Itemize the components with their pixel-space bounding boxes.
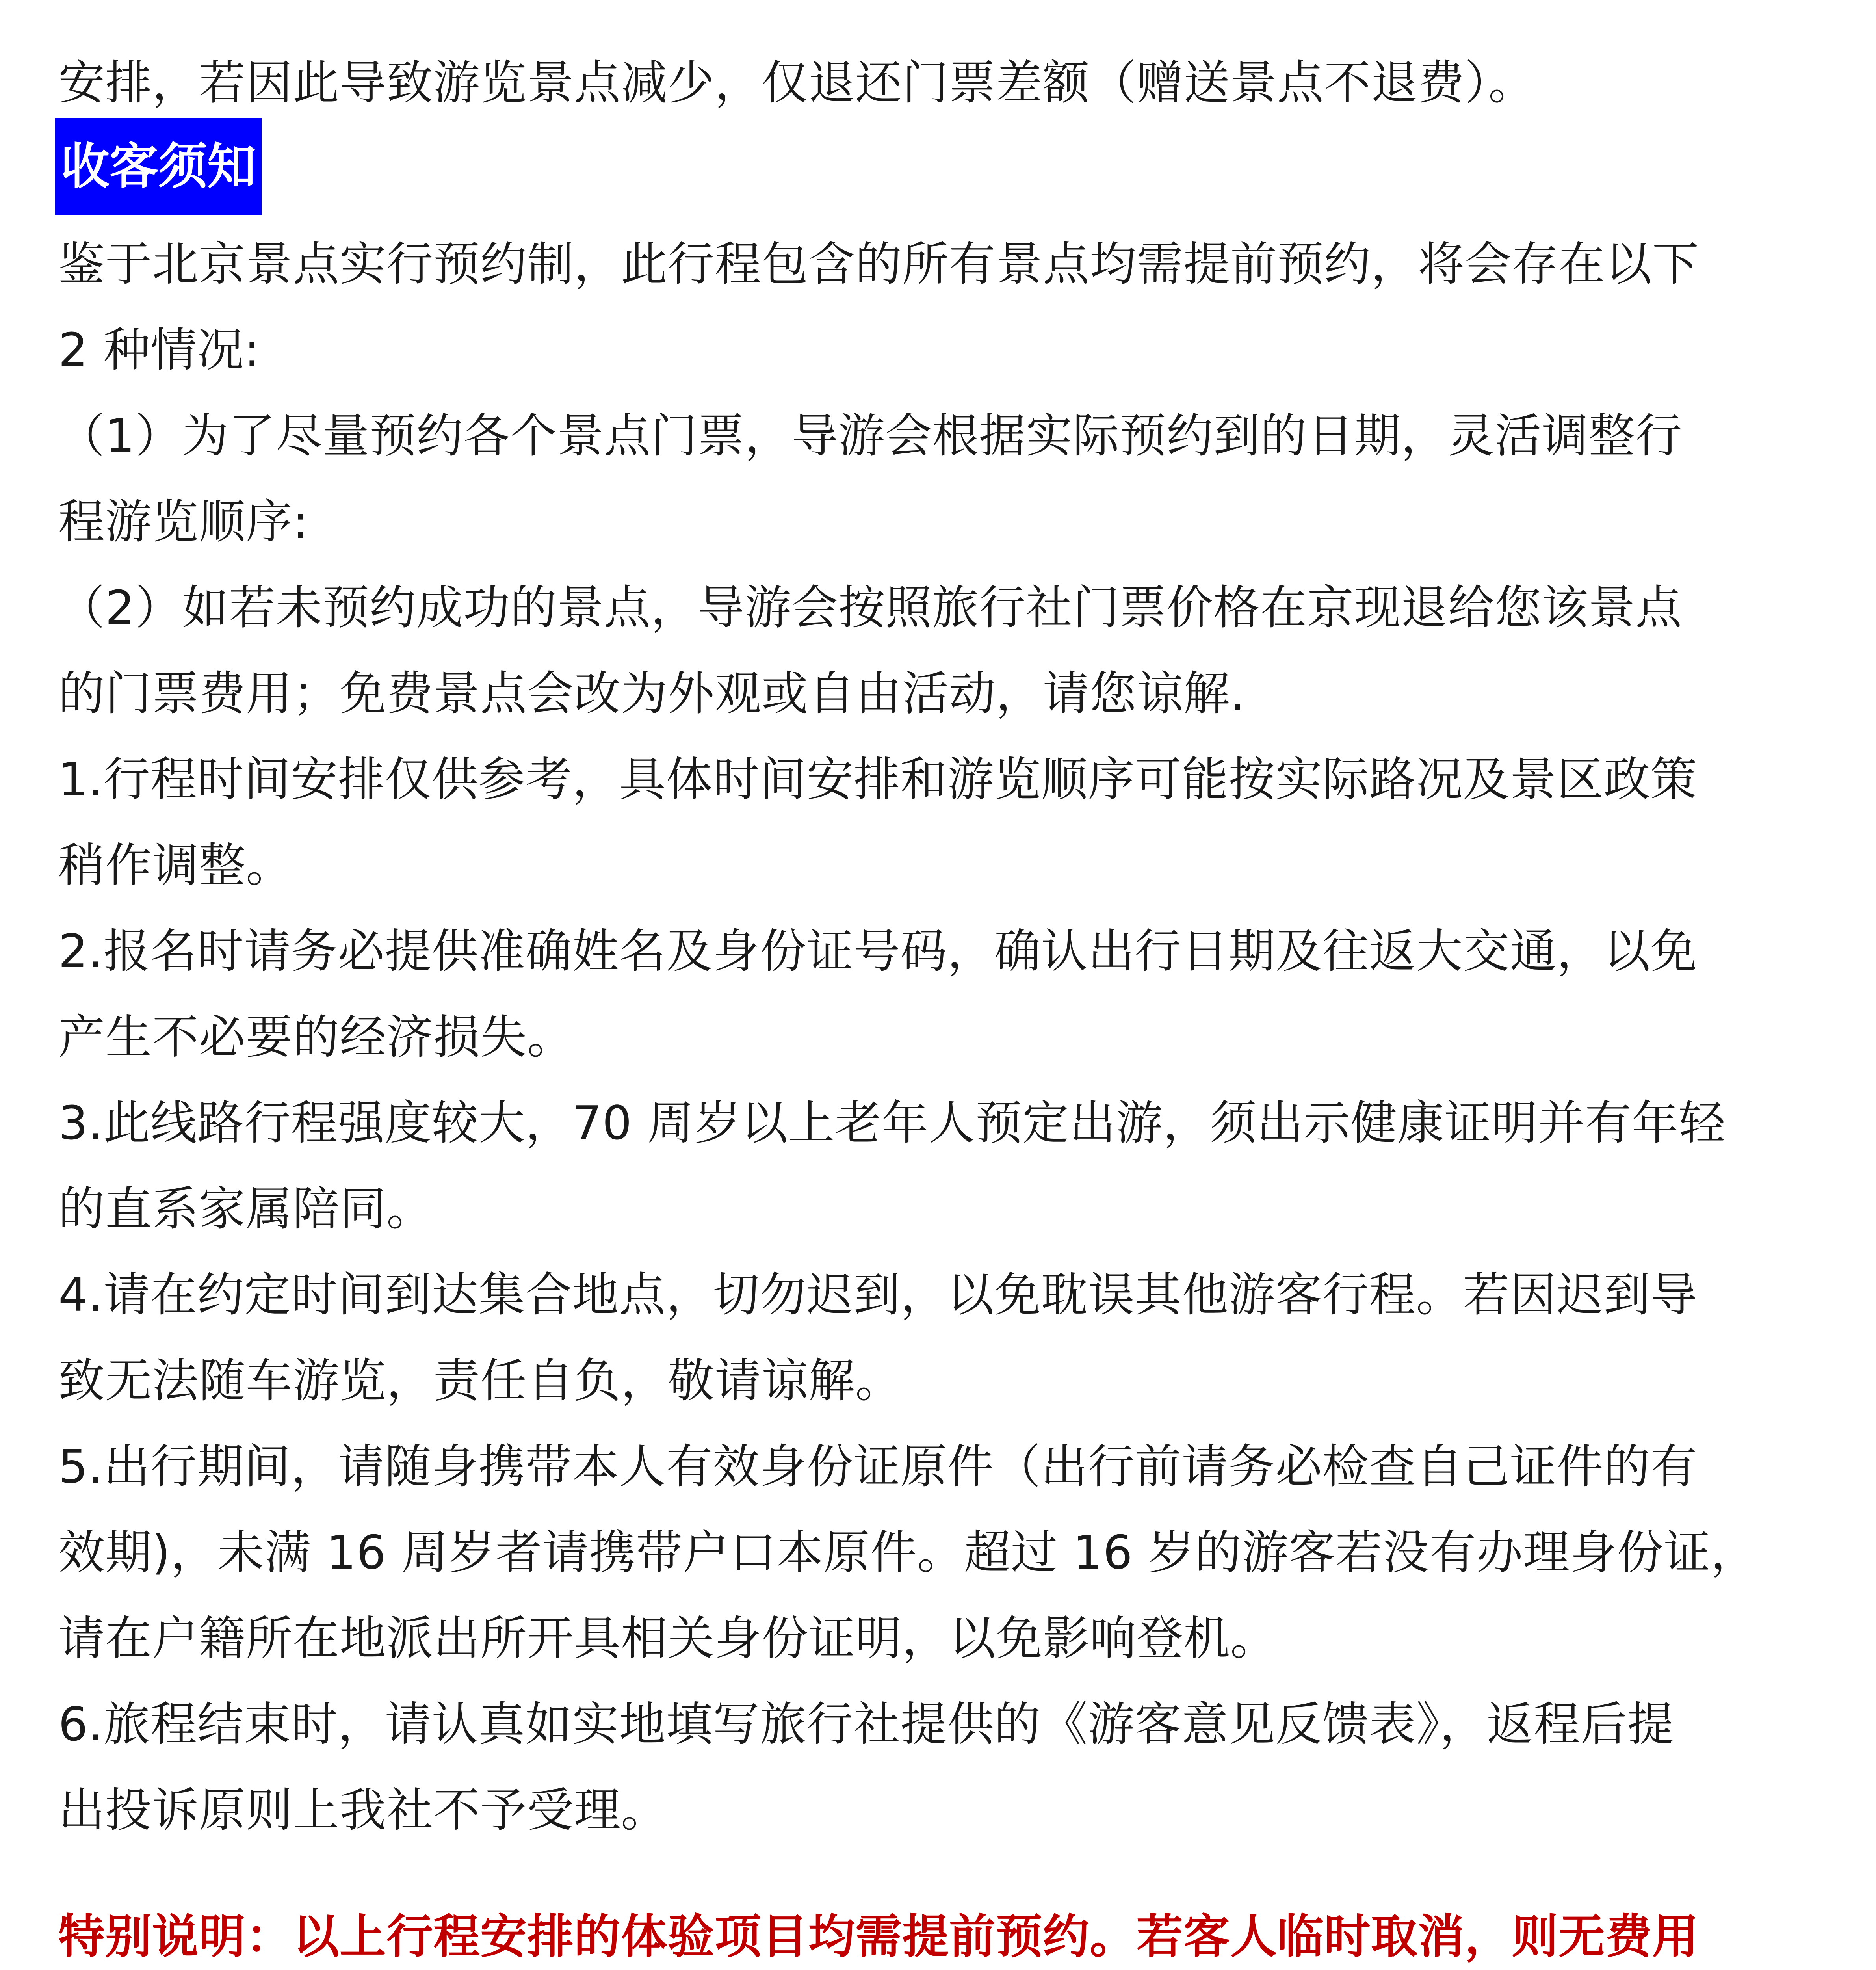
text-line: 5.出行期间，请随身携带本人有效身份证原件（出行前请务必检查自己证件的有 <box>58 1439 1698 1494</box>
text-line: 1.行程时间安排仅供参考，具体时间安排和游览顺序可能按实际路况及景区政策 <box>58 752 1698 807</box>
text-line: 3.此线路行程强度较大，70 周岁以上老年人预定出游，须出示健康证明并有年轻 <box>58 1096 1726 1150</box>
text-line: 6.旅程结束时，请认真如实地填写旅行社提供的《游客意见反馈表》，返程后提 <box>58 1697 1674 1751</box>
notice-heading: 收客须知 <box>55 118 262 215</box>
text-line: （2）如若未预约成功的景点，导游会按照旅行社门票价格在京现退给您该景点 <box>58 580 1683 635</box>
text-line: 程游览顺序: <box>58 494 309 549</box>
text-line: 2.报名时请务必提供准确姓名及身份证号码，确认出行日期及往返大交通，以免 <box>58 924 1698 978</box>
special-note-line: 特别说明：以上行程安排的体验项目均需提前预约。若客人临时取消，则无费用 <box>58 1909 1700 1964</box>
text-line: （1）为了尽量预约各个景点门票，导游会根据实际预约到的日期，灵活调整行 <box>58 409 1683 463</box>
text-line: 鉴于北京景点实行预约制，此行程包含的所有景点均需提前预约，将会存在以下 <box>58 237 1700 291</box>
text-line: 稍作调整。 <box>58 838 293 892</box>
text-line: 的门票费用；免费景点会改为外观或自由活动，请您谅解. <box>58 666 1246 721</box>
text-line: 4.请在约定时间到达集合地点，切勿迟到，以免耽误其他游客行程。若因迟到导 <box>58 1267 1698 1322</box>
text-line: 致无法随车游览，责任自负，敬请谅解。 <box>58 1353 903 1408</box>
text-line: 产生不必要的经济损失。 <box>58 1010 574 1064</box>
text-line: 的直系家属陪同。 <box>58 1182 434 1236</box>
text-line: 出投诉原则上我社不予受理。 <box>58 1783 668 1837</box>
text-line: 效期)，未满 16 周岁者请携带户口本原件。超过 16 岁的游客若没有办理身份证， <box>58 1525 1758 1580</box>
text-line: 安排，若因此导致游览景点减少，仅退还门票差额（赠送景点不退费）。 <box>58 56 1536 110</box>
text-line: 请在户籍所在地派出所开具相关身份证明，以免影响登机。 <box>58 1611 1278 1665</box>
text-line: 2 种情况: <box>58 323 260 377</box>
